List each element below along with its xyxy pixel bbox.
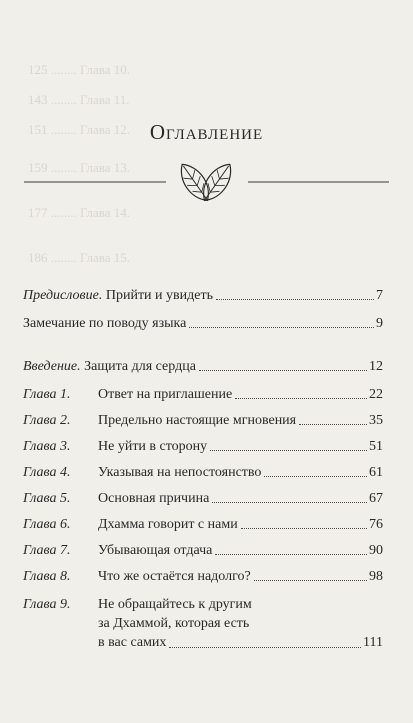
page-number: 12: [369, 359, 383, 374]
toc-entry-chapter-6[interactable]: [23, 517, 383, 533]
chapter-number: Глава 8.: [23, 569, 71, 584]
dot-leader: [241, 527, 367, 529]
chapter-title: Предельно настоящие мгновения: [98, 413, 297, 428]
toc-heading: Оглавление: [149, 120, 264, 144]
dot-leader: [235, 397, 367, 399]
chapter-title: Ответ на приглашение: [98, 387, 233, 402]
page-number: 90: [369, 543, 383, 558]
entry-title: Прийти и увидеть: [105, 288, 213, 303]
toc-entry-chapter-3[interactable]: [23, 439, 383, 455]
toc-entry-chapter-7[interactable]: [23, 543, 383, 559]
dot-leader: [210, 449, 367, 451]
dot-leader: [216, 298, 374, 300]
dot-leader: [212, 501, 367, 503]
chapter-title-line: Не обращайтесь к другим: [98, 597, 252, 612]
dot-leader: [169, 646, 361, 648]
dot-leader: [189, 326, 374, 328]
chapter-title-line: в вас самих: [98, 635, 167, 650]
page-number: 51: [369, 439, 383, 454]
toc-entry-chapter-2[interactable]: [23, 413, 383, 429]
dot-leader: [299, 423, 367, 425]
toc-entry-chapter-1[interactable]: [23, 387, 383, 403]
chapter-number: Глава 3.: [23, 439, 71, 454]
page-number: 35: [369, 413, 383, 428]
page-number: 7: [376, 288, 383, 303]
entry-title: Замечание по поводу языка: [23, 316, 187, 331]
dot-leader: [215, 553, 367, 555]
page-number: 98: [369, 569, 383, 584]
bleed-through-text: 125 ........ Глава 10. 143 ........ Глава 11. 151 ........ Глава 12. 159 ........ Глава 13. 177 ........ Глава 14. 186 ........ Глава 15.: [28, 62, 131, 265]
page-number: 67: [369, 491, 383, 506]
toc-entry-language-note[interactable]: [23, 316, 383, 332]
chapter-title: Основная причина: [98, 491, 210, 506]
page-number: 111: [363, 635, 383, 650]
chapter-title: [98, 595, 383, 652]
dot-leader: [254, 579, 367, 581]
toc-entry-preface[interactable]: [23, 288, 383, 304]
page-number: 76: [369, 517, 383, 532]
dot-leader: [264, 475, 367, 477]
page-number: 22: [369, 387, 383, 402]
chapter-title: Что же остаётся надолго?: [98, 569, 251, 584]
toc-entry-chapter-5[interactable]: [23, 491, 383, 507]
chapter-number: Глава 6.: [23, 517, 71, 532]
chapter-number: Глава 4.: [23, 465, 71, 480]
toc-entry-introduction[interactable]: [23, 359, 383, 375]
leaf-ornament-icon: [24, 160, 389, 208]
chapter-number: Глава 5.: [23, 491, 71, 506]
chapter-title: Убывающая отдача: [98, 543, 213, 558]
entry-prefix: Предисловие.: [23, 288, 103, 303]
chapter-number: Глава 7.: [23, 543, 71, 558]
chapter-title-line: за Дхаммой, которая есть: [98, 616, 250, 631]
chapter-number: Глава 1.: [23, 387, 71, 402]
chapter-number: Глава 9.: [23, 597, 71, 612]
chapter-number: Глава 2.: [23, 413, 71, 428]
toc-entry-chapter-4[interactable]: [23, 465, 383, 481]
entry-title: Защита для сердца: [84, 359, 196, 374]
entry-prefix: Введение.: [23, 359, 81, 374]
chapter-title: Указывая на непостоянство: [98, 465, 262, 480]
chapter-title: Дхамма говорит с нами: [98, 517, 238, 532]
toc-entry-chapter-8[interactable]: [23, 569, 383, 585]
page-number: 61: [369, 465, 383, 480]
page-number: 9: [376, 316, 383, 331]
dot-leader: [199, 369, 367, 371]
toc-entry-chapter-9[interactable]: [23, 595, 383, 652]
chapter-title: Не уйти в сторону: [98, 439, 208, 454]
